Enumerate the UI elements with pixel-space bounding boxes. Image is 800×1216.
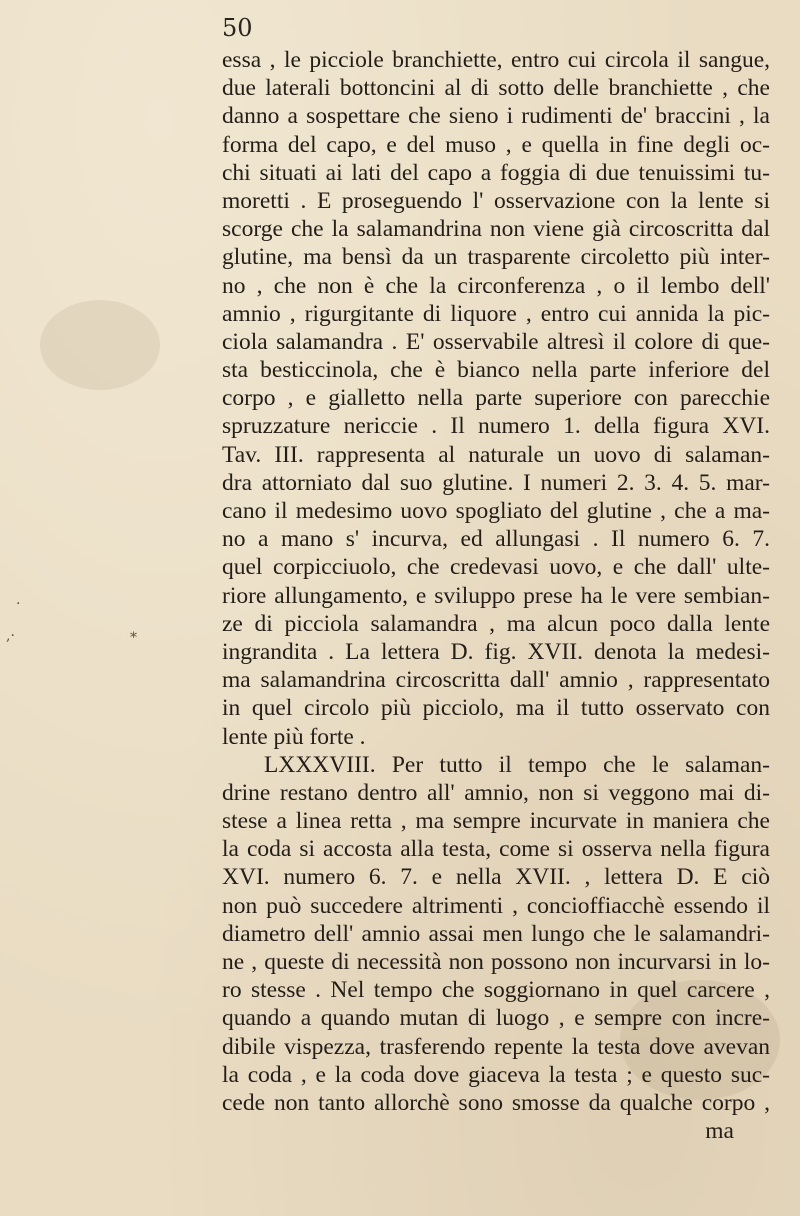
margin-mark: . <box>16 592 21 608</box>
margin-mark: ,· <box>6 628 15 644</box>
text-line: la coda si accosta alla testa, come si osserva nella figura <box>222 836 770 863</box>
text-line: in quel circolo più picciolo, ma il tutto osservato con <box>222 695 770 722</box>
section-heading-line: LXXXVIII. Per tutto il tempo che le salaman- <box>264 751 770 778</box>
text-line: glutine, ma bensì da un trasparente circoletto più inter- <box>222 244 770 271</box>
page-number: 50 <box>222 14 253 42</box>
text-line: dibile vispezza, trasferendo repente la testa dove avevan <box>222 1033 770 1060</box>
margin-mark: * <box>130 630 137 646</box>
text-line: corpo , e gialletto nella parte superiore con parecchie <box>222 385 770 412</box>
text-line: stese a linea retta , ma sempre incurvate in maniera che <box>222 808 770 835</box>
text-line: drine restano dentro all' amnio, non si veggono mai di- <box>222 779 770 806</box>
text-line: chi situati ai lati del capo a foggia di due tenuissimi tu- <box>222 159 770 186</box>
text-line: moretti . E proseguendo l' osservazione con la lente si <box>222 187 770 214</box>
text-line: riore allungamento, e sviluppo prese ha le vere sembian- <box>222 582 770 609</box>
text-line: ciola salamandra . E' osservabile altresì il colore di que- <box>222 328 770 355</box>
text-line: non può succedere altrimenti , concioffiacchè essendo il <box>222 892 770 919</box>
text-line: diametro dell' amnio assai men lungo che le salamandri- <box>222 920 770 947</box>
text-line: amnio , rigurgitante di liquore , entro cui annida la pic- <box>222 300 770 327</box>
text-line: dra attorniato dal suo glutine. I numeri 2. 3. 4. 5. mar- <box>222 469 770 496</box>
text-line: no , che non è che la circonferenza , o il lembo dell' <box>222 272 770 299</box>
paper-stain <box>40 300 160 390</box>
paragraph-end-line: lente più forte . <box>222 723 366 750</box>
body-text <box>222 46 770 1145</box>
text-line: ingrandita . La lettera D. fig. XVII. denota la medesi- <box>222 638 770 665</box>
text-line: cede non tanto allorchè sono smosse da qualche corpo , <box>222 1089 770 1116</box>
text-line: ze di picciola salamandra , ma alcun poco dalla lente <box>222 610 770 637</box>
text-line: la coda , e la coda dove giaceva la testa ; e questo suc- <box>222 1061 770 1088</box>
text-line: ro stesse . Nel tempo che soggiornano in quel carcere , <box>222 977 770 1004</box>
text-line: essa , le picciole branchiette, entro cui circola il sangue, <box>222 47 770 73</box>
text-line: ne , queste di necessità non possono non incurvarsi in lo- <box>222 949 770 975</box>
text-line: spruzzature nericcie . Il numero 1. della figura XVI. <box>222 413 770 440</box>
catchword: ma <box>705 1118 734 1145</box>
text-line: XVI. numero 6. 7. e nella XVII. , lettera D. E ciò <box>222 864 770 891</box>
text-line: ma salamandrina circoscritta dall' amnio , rappresentato <box>222 667 770 694</box>
text-line: quando a quando mutan di luogo , e sempre con incre- <box>222 1005 770 1032</box>
text-line: forma del capo, e del muso , e quella in fine degli oc- <box>222 131 770 158</box>
text-line: Tav. III. rappresenta al naturale un uovo di salaman- <box>222 441 770 468</box>
text-line: cano il medesimo uovo spogliato del glutine , che a ma- <box>222 498 770 524</box>
text-line: danno a sospettare che sieno i rudimenti de' braccini , la <box>222 103 770 130</box>
text-line: no a mano s' incurva, ed allungasi . Il numero 6. 7. <box>222 526 770 553</box>
text-line: due laterali bottoncini al di sotto delle branchiette , che <box>222 75 770 102</box>
text-line: scorge che la salamandrina non viene già circoscritta dal <box>222 216 770 243</box>
text-line: sta besticcinola, che è bianco nella parte inferiore del <box>222 357 770 384</box>
text-line: quel corpicciuolo, che credevasi uovo, e che dall' ulte- <box>222 554 770 581</box>
